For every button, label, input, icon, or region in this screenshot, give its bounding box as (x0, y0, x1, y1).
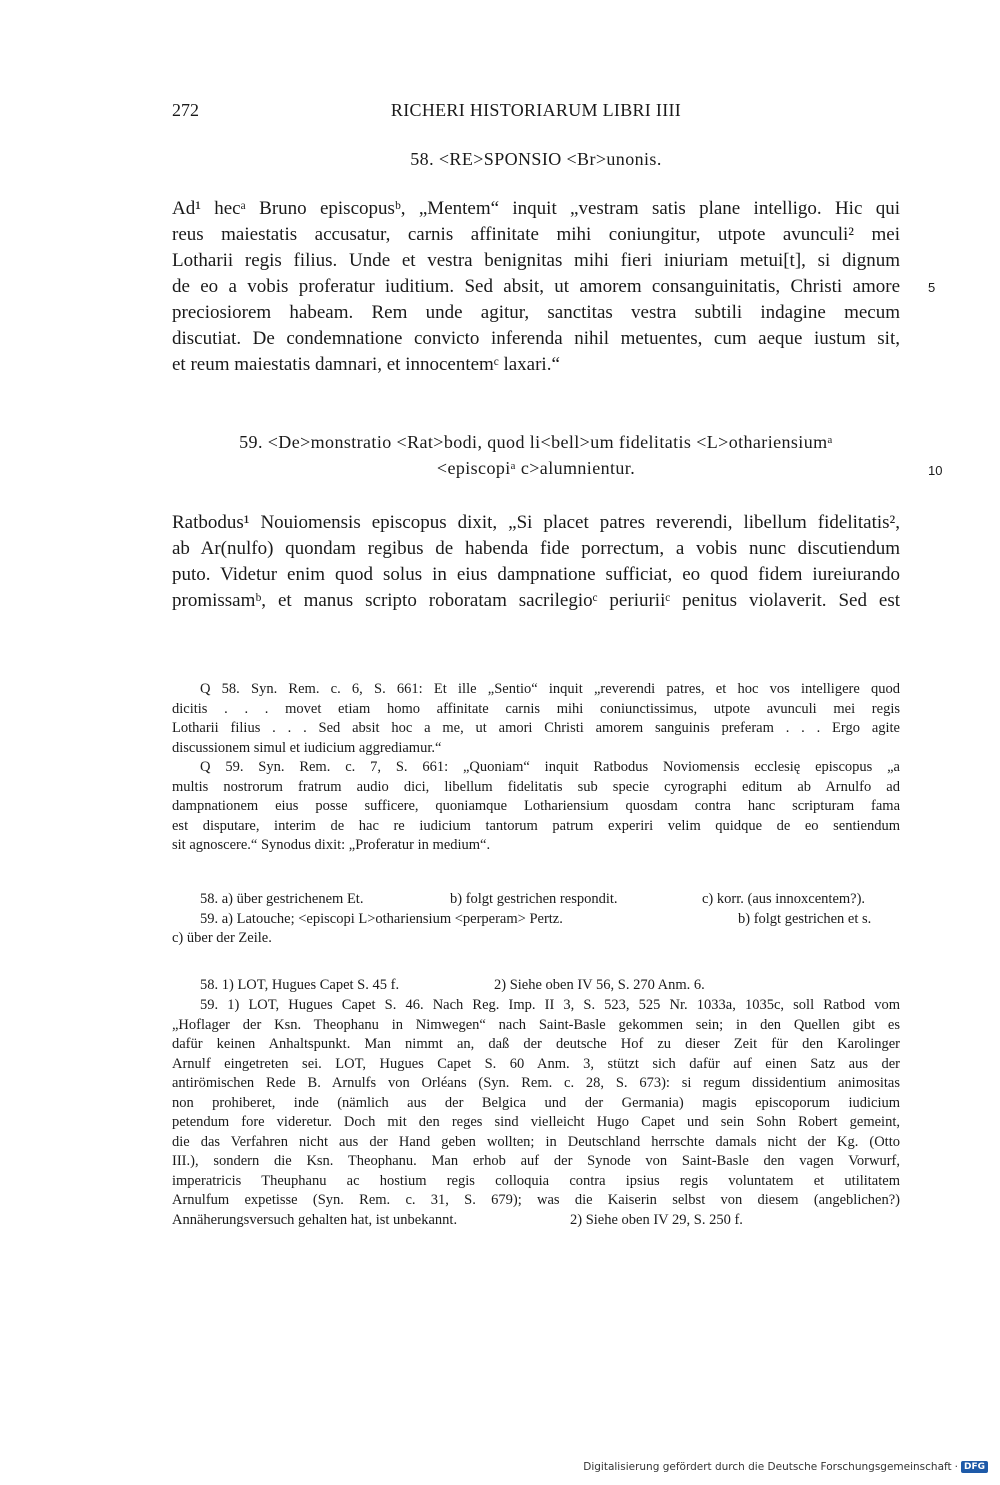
text-line: Ad¹ hecᵃ Bruno episcopusᵇ, „Mentem“ inquit „vestram satis plane intelligo. Hic qui (172, 198, 900, 219)
commentary-entry: Annäherungsversuch gehalten hat, ist unbekannt. (172, 1211, 458, 1228)
source-notes (172, 680, 900, 856)
commentary-line: petendum fore videretur. Doch mit den reges sind vielleicht Hugo Capet und sein Sohn Robert gemeint, (172, 1114, 900, 1130)
chapter-title-line: 58. <RE>SPONSIO <Br>unonis. (410, 149, 662, 169)
apparatus-entry: 59. a) Latouche; <episcopi L>othariensium <perperam> Pertz. (200, 910, 563, 927)
note-line: multis nostrorum fratrum audio dici, libellum fidelitatis sub specie cyrographi editum ab Arnulfo ad (172, 778, 900, 795)
commentary-line: 59. 1) LOT, Hugues Capet S. 46. Nach Reg. Imp. II 3, S. 523, 525 Nr. 1033a, 1035c, soll Ratbod vom (200, 997, 900, 1013)
footer-text: Digitalisierung gefördert durch die Deutsche Forschungsgemeinschaft (583, 1461, 952, 1473)
chapter-59-text (172, 510, 900, 614)
text-line: puto. Videtur enim quod solus in eius dampnatione sufficiat, eo quod fidem iureiurando (172, 564, 900, 585)
commentary-line: non prohiberet, inde (nämlich aus der Belgica und der Germania) magis episcoporum iudicium (172, 1094, 900, 1111)
commentary-line: Arnulfum expetisse (Syn. Rem. c. 31, S. 679); was die Kaiserin selbst von diesem (angeblichen?) (172, 1192, 900, 1208)
critical-apparatus (172, 890, 900, 949)
commentary-line: Arnulf eingetreten sei. LOT, Hugues Capet S. 60 Anm. 3, stützt sich dafür auf einen Satz aus der (172, 1055, 900, 1072)
note-line: Lotharii filius . . . Sed absit hoc a me, ut amori Christi amorem sanguinis preferam . . . Ergo agite (172, 720, 900, 736)
chapter-title-line: <episcopiᵃ c>alumnientur. (436, 458, 636, 478)
apparatus-line (172, 910, 900, 930)
apparatus-line (172, 929, 900, 949)
chapter-58-title (172, 146, 900, 172)
commentary-entry: 2) Siehe oben IV 29, S. 250 f. (570, 1211, 743, 1228)
apparatus-entry: c) über der Zeile. (172, 930, 272, 946)
commentary-line: dafür keinen Anhaltspunkt. Man nimmt an, daß der deutsche Hof zu dieser Zeit für den Karolinger (172, 1036, 900, 1052)
chapter-59-title (172, 429, 900, 481)
apparatus-entry: c) korr. (aus innoxcentem?). (702, 891, 866, 907)
text-line: preciosiorem habeam. Rem unde agitur, sanctitas vestra subtili indagine mecum (172, 302, 900, 323)
dfg-logo-badge: DFG (961, 1461, 988, 1473)
text-line: reus maiestatis accusatur, carnis affinitate mihi coniungitur, utpote avunculi² mei (172, 224, 900, 245)
running-title: RICHERI HISTORIARUM LIBRI IIII (390, 100, 682, 120)
note-line: sit agnoscere.“ Synodus dixit: „Proferatur in medium“. (172, 837, 491, 853)
chapter-58-text (172, 196, 900, 378)
commentary-line (172, 1211, 900, 1231)
note-line: dampnationem eius posse sufficere, quoniamque Lothariensium quosdam contra hanc scripturam fama (172, 798, 900, 814)
chapter-title-line: 59. <De>monstratio <Rat>bodi, quod li<bell>um fidelitatis <L>othariensiumᵃ (239, 432, 833, 452)
note-line: est disputare, interim de hac re iudicium tantorum patrum experiri velim quidque de eo sentiendum (172, 817, 900, 834)
note-line: Q 58. Syn. Rem. c. 6, S. 661: Et ille „Sentio“ inquit „reverendi patres, et hoc vos intelligere quod (200, 681, 900, 697)
commentary-line: III.), sondern die Ksn. Theophanu. Man erhob auf der Synode von Saint-Basle den vagen Vorwurf, (172, 1153, 900, 1169)
text-line: promissamᵇ, et manus scripto roboratam sacrilegioᶜ periuriiᶜ penitus violaverit. Sed est (172, 590, 900, 611)
apparatus-line (172, 890, 900, 910)
apparatus-entry: 58. a) über gestrichenem Et. (200, 891, 364, 907)
text-line: de eo a vobis proferatur iuditium. Sed absit, ut amorem consanguinitatis, Christi amore (172, 276, 900, 297)
line-number: 10 (928, 463, 943, 478)
text-line: discutiat. De condemnatione convicto inferenda nihil metuentes, cum aeque iustum sit, (172, 328, 900, 349)
commentary-58 (172, 976, 900, 996)
commentary-entry: 58. 1) LOT, Hugues Capet S. 45 f. (200, 977, 400, 993)
line-number: 5 (928, 280, 936, 295)
apparatus-entry: b) folgt gestrichen et s. (738, 910, 872, 927)
text-line: Ratbodus¹ Nouiomensis episcopus dixit, „Si placet patres reverendi, libellum fidelitatis², (172, 512, 900, 533)
footer-credit (583, 1461, 988, 1473)
note-line: Q 59. Syn. Rem. c. 7, S. 661: „Quoniam“ inquit Ratbodus Noviomensis ecclesię episcopus „a (200, 759, 900, 775)
text-line: ab Ar(nulfo) quondam regibus de habenda fide porrectum, a vobis nunc discutiendum (172, 538, 900, 559)
commentary-entry: 2) Siehe oben IV 56, S. 270 Anm. 6. (494, 977, 705, 993)
commentary-line: „Hoflager der Ksn. Theophanu in Nimwegen“ nach Saint-Basle gekommen sein; in den Quellen gibt es (172, 1016, 900, 1033)
footer-separator: · (954, 1461, 958, 1473)
note-line: dicitis . . . movet etiam homo affinitate carnis mihi coniunctissimus, utpote avunculi mei regis (172, 700, 900, 717)
commentary-59 (172, 996, 900, 1230)
apparatus-entry: b) folgt gestrichen respondit. (450, 891, 618, 907)
page-number: 272 (172, 100, 199, 120)
text-line: et reum maiestatis damnari, et innocentemᶜ laxari.“ (172, 354, 560, 375)
commentary-line: die das Verfahren nicht aus der Hand geben wollten; in Deutschland herrschte damals nicht der Kg. (Otto (172, 1133, 900, 1150)
commentary-line: imperatricis Theuphanu ac hostium regis colloquia contra ipsius regis voluntatem et utilitatem (172, 1172, 900, 1189)
note-line: discussionem simul et iudicium aggrediamur.“ (172, 739, 442, 756)
commentary-line: antirömischen Rede B. Arnulfs von Orléans (Syn. Rem. c. 28, S. 673): si regum dissidentium animositas (172, 1075, 900, 1091)
page-header (172, 100, 900, 124)
text-line: Lotharii regis filius. Unde et vestra benignitas mihi fieri iniuriam metui[t], si dignum (172, 250, 900, 271)
commentary-line (172, 976, 900, 996)
